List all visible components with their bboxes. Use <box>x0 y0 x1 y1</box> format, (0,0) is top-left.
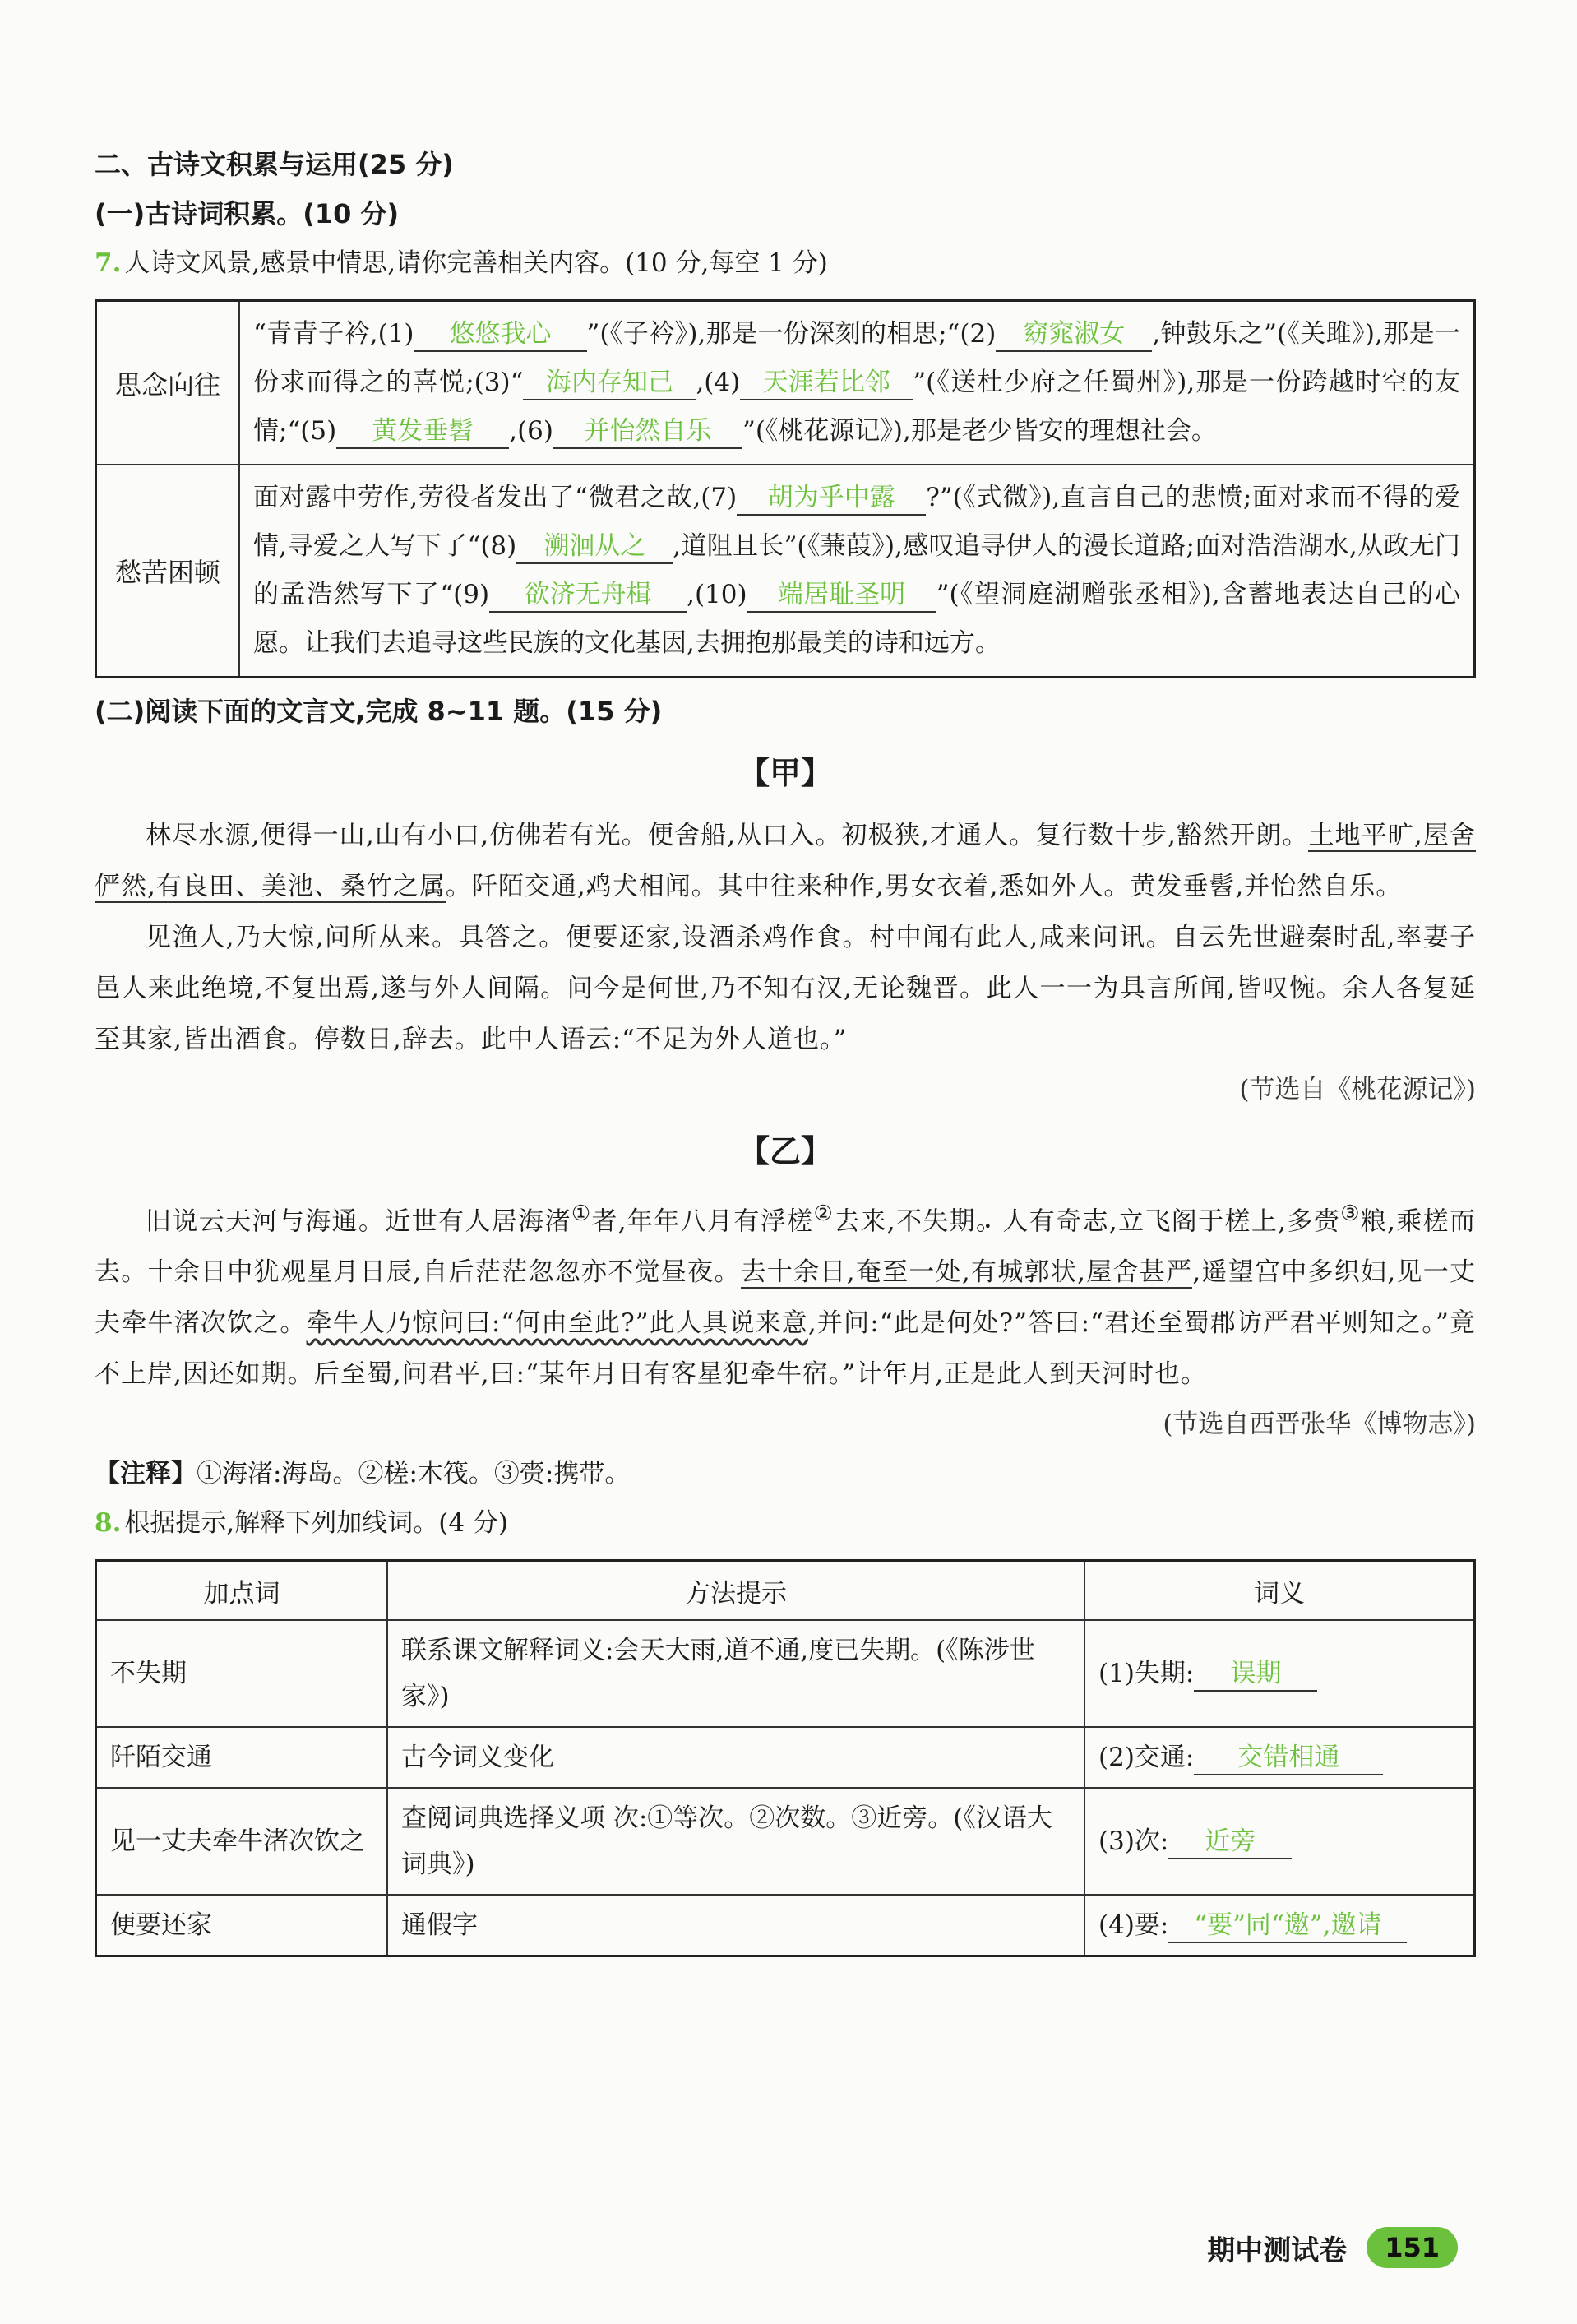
question-7-text: 人诗文风景,感景中情思,请你完善相关内容。(10 分,每空 1 分) <box>124 248 828 278</box>
answer-blank-10[interactable]: 端居耻圣明 <box>747 578 936 613</box>
section-title: 二、古诗文积累与运用(25 分) <box>95 149 454 180</box>
text-segment: 林尽水源,便得一山,山有小口,仿佛若有光。便舍船,从口入。初极狭,才通人。复行数十步,豁然开朗。 <box>146 821 1309 850</box>
hint-cell: 联系课文解释词义:会天大雨,道不通,度已失期。(《陈涉世家》) <box>387 1620 1084 1727</box>
text-segment: 还家,设酒杀鸡作食。村中闻有此人,咸来问讯。自云先世避秦时乱,率妻子邑人来此绝境,不复出焉,遂与外人间隔。问今是何世,乃不知有汉,无论魏晋。此人一一为具言所闻,皆叹惋。余人各复延至其家,皆出酒食。停数日,辞去。此中人语云:“不足为外人道也。” <box>95 923 1477 1054</box>
answer-blank-8[interactable]: 溯洄从之 <box>516 530 673 564</box>
page-content <box>95 140 1476 1957</box>
text-segment: ,鸡犬相闻。其中往来种作,男女衣着,悉如外人。黄发垂髫,并怡然自乐。 <box>576 872 1403 901</box>
text-segment: ”(《望洞庭湖赠张丞相》),含蓄地表达自己的心愿。让我们去追寻这些民族的文化基因,去拥抱那最美的诗和远方。 <box>253 580 1460 658</box>
text-segment: ,遥望宫中多织妇,见一丈夫牵牛渚 <box>95 1257 1476 1339</box>
word-cell: 见一丈夫牵牛渚次饮之 <box>96 1788 388 1895</box>
meaning-label: (1)失期: <box>1098 1659 1195 1689</box>
passage-jia-title: 【甲】 <box>738 755 832 791</box>
footnote-mark: ③ <box>1340 1201 1361 1226</box>
text-segment: 粮,乘槎而去。十余日中犹观星月日辰,自后茫茫忽忽亦不觉昼夜。 <box>95 1206 1477 1288</box>
meaning-answer[interactable]: 误期 <box>1194 1657 1317 1692</box>
column-header: 方法提示 <box>387 1561 1084 1621</box>
column-header: 加点词 <box>96 1561 388 1621</box>
hint-cell: 古今词义变化 <box>387 1727 1084 1788</box>
column-header: 词义 <box>1084 1561 1475 1621</box>
text-segment: 。人有奇志,立飞阁于槎上,多赍 <box>976 1206 1341 1237</box>
text-segment: ”(《子衿》),那是一份深刻的相思;“(2) <box>586 319 997 349</box>
footnote-mark: ① <box>571 1201 592 1226</box>
vocab-table <box>95 1559 1476 1957</box>
page-footer <box>1207 2227 1458 2268</box>
meaning-answer[interactable]: 交错相通 <box>1194 1741 1383 1775</box>
part1-title: (一)古诗词积累。(10 分) <box>95 198 400 229</box>
text-segment: ,(10) <box>687 580 747 609</box>
text-segment: ,(4) <box>696 368 741 397</box>
table-row <box>96 465 1475 678</box>
table-row <box>96 1895 1475 1956</box>
part2-title: (二)阅读下面的文言文,完成 8~11 题。(15 分) <box>95 696 663 727</box>
text-segment: 者,年年八月有浮槎 <box>591 1206 814 1237</box>
notes-text: ①海渚:海岛。②槎:木筏。③赍:携带。 <box>197 1459 631 1489</box>
word-cell: 阡陌交通 <box>96 1727 388 1788</box>
passage-yi-source: (节选自西晋张华《博物志》) <box>1163 1410 1476 1440</box>
text-segment: 旧说云天河与海通。近世有人居海渚 <box>146 1206 571 1237</box>
text-segment: 饮之。 <box>226 1308 307 1339</box>
passage-jia-paragraph-1 <box>95 810 1476 912</box>
poetry-table <box>95 299 1476 678</box>
answer-blank-9[interactable]: 欲济无舟楫 <box>489 578 687 613</box>
text-segment: ?”(《式微》),直言自己的悲愤;面对求而不得的爱情,寻爱之人写下了“(8) <box>253 483 1461 561</box>
passage-jia-paragraph-2 <box>95 912 1476 1065</box>
hint-cell: 通假字 <box>387 1895 1084 1956</box>
question-8 <box>95 1498 1476 1548</box>
meaning-cell <box>1084 1895 1475 1956</box>
row-category: 愁苦困顿 <box>96 465 240 678</box>
dotted-word: 要 • <box>592 923 619 952</box>
hint-cell: 查阅词典选择义项 次:①等次。②次数。③近旁。(《汉语大词典》) <box>387 1788 1084 1895</box>
text-segment: ,钟鼓乐之”(《关雎》),那是一份求而得之的喜悦;(3)“ <box>253 319 1460 397</box>
table-row <box>96 1727 1475 1788</box>
page-number: 151 <box>1367 2227 1458 2268</box>
text-segment: ”(《送杜少府之任蜀州》),那是一份跨越时空的友情;“(5) <box>253 368 1460 446</box>
question-8-number: 8. <box>95 1508 122 1539</box>
text-segment: ,(6) <box>509 416 553 446</box>
notes <box>95 1449 1476 1498</box>
table-row <box>96 301 1475 465</box>
wavy-underlined-sentence: 牵牛人乃惊问曰:“何由至此?”此人具说来意 <box>306 1308 808 1339</box>
answer-blank-6[interactable]: 并怡然自乐 <box>553 414 742 449</box>
word-cell: 便要还家 <box>96 1895 388 1956</box>
text-segment: 。阡陌交 <box>445 872 551 901</box>
dotted-word: 次 • <box>201 1308 227 1338</box>
answer-blank-4[interactable]: 天涯若比邻 <box>740 366 913 400</box>
dotted-word: 通 • <box>551 872 577 901</box>
text-segment: ”(《桃花源记》),那是老少皆安的理想社会。 <box>742 416 1217 446</box>
table-row <box>96 1788 1475 1895</box>
meaning-cell <box>1084 1620 1475 1727</box>
meaning-label: (4)要: <box>1098 1910 1169 1941</box>
meaning-cell <box>1084 1727 1475 1788</box>
meaning-answer[interactable]: “要”同“邀”,邀请 <box>1168 1909 1407 1943</box>
answer-blank-5[interactable]: 黄发垂髫 <box>336 414 509 449</box>
answer-blank-1[interactable]: 悠悠我心 <box>414 317 587 352</box>
row-text <box>239 301 1475 465</box>
meaning-cell <box>1084 1788 1475 1895</box>
footer-label: 期中测试卷 <box>1207 2234 1348 2267</box>
meaning-answer[interactable]: 近旁 <box>1168 1825 1292 1859</box>
meaning-label: (2)交通: <box>1098 1743 1195 1773</box>
table-row <box>96 1620 1475 1727</box>
footnote-mark: ② <box>813 1201 834 1226</box>
passage-jia-source: (节选自《桃花源记》) <box>1239 1075 1476 1104</box>
text-segment: 去来,不失 <box>834 1206 950 1237</box>
question-7 <box>95 238 1476 288</box>
answer-blank-7[interactable]: 胡为乎中露 <box>737 481 926 516</box>
underlined-sentence: 去十余日,奄至一处,有城郭状,屋舍甚严 <box>740 1257 1193 1288</box>
text-segment: 面对露中劳作,劳役者发出了“微君之故,(7) <box>253 483 738 512</box>
table-header-row <box>96 1561 1475 1621</box>
dotted-word: 期 • <box>950 1206 976 1236</box>
answer-blank-3[interactable]: 海内存知己 <box>523 366 696 400</box>
underlined-sentence: 土地平旷,屋舍俨然,有良田、美池、桑竹之属 <box>95 821 1476 901</box>
question-8-text: 根据提示,解释下列加线词。(4 分) <box>124 1508 508 1539</box>
row-category: 思念向往 <box>96 301 240 465</box>
text-segment: 见渔人,乃大惊,问所从来。具答之。便 <box>146 923 593 952</box>
row-text <box>239 465 1475 678</box>
word-cell: 不失期 <box>96 1620 388 1727</box>
answer-blank-2[interactable]: 窈窕淑女 <box>996 317 1152 352</box>
text-segment: ,并问:“此是何处?”答曰:“君还至蜀郡访严君平则知之。”竟不上岸,因还如期。后至蜀,问君平,曰:“某年月日有客星犯牵牛宿。”计年月,正是此人到天河时也。 <box>95 1308 1477 1390</box>
passage-yi-title: 【乙】 <box>738 1133 832 1169</box>
passage-yi-paragraph <box>95 1188 1476 1400</box>
text-segment: “青青子衿,(1) <box>253 319 414 349</box>
text-segment: ,道阻且长”(《蒹葭》),感叹追寻伊人的漫长道路;面对浩浩湖水,从政无门的孟浩然写下了“(9) <box>253 531 1460 609</box>
question-7-number: 7. <box>95 248 122 278</box>
meaning-label: (3)次: <box>1098 1826 1169 1857</box>
notes-label: 【注释】 <box>95 1459 197 1489</box>
